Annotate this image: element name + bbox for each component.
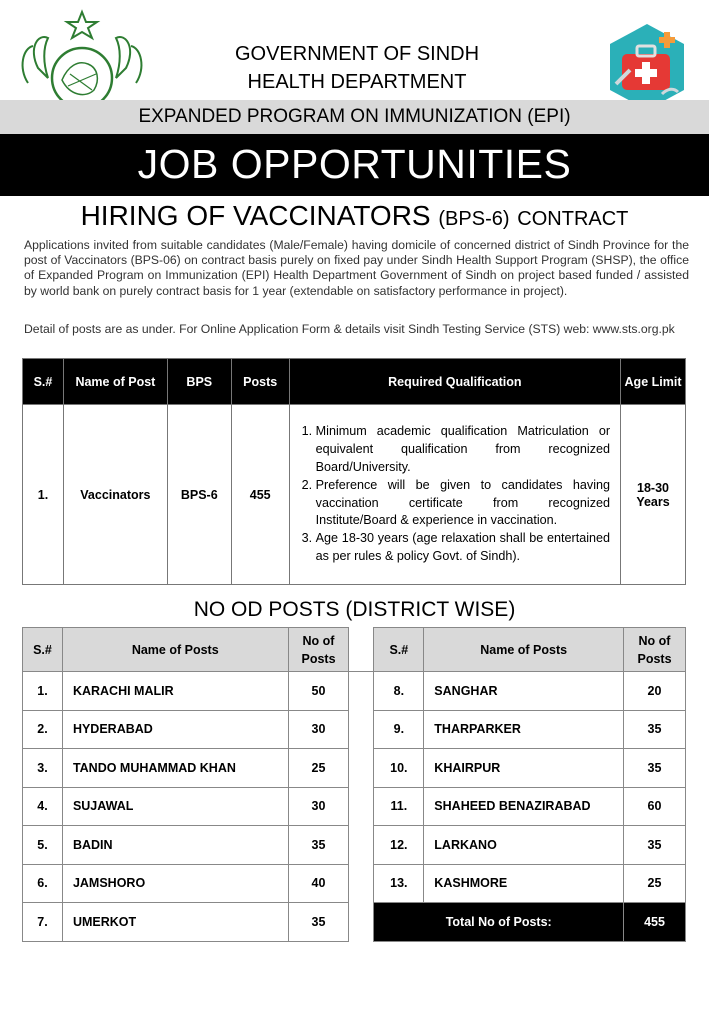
qualification-item: 2. Preference will be given to candidates having vaccination certificate from recognized Institute/Board & experience in vaccination. <box>316 477 610 530</box>
row-bps: BPS-6 <box>167 405 231 585</box>
row-age-limit: 18-30 Years <box>621 405 686 585</box>
government-title: GOVERNMENT OF SINDH <box>234 43 480 65</box>
posts-table <box>22 358 686 585</box>
posts-table-header <box>23 359 686 405</box>
district-table <box>22 627 686 942</box>
hiring-heading <box>0 198 709 237</box>
table-gap <box>349 672 374 711</box>
district-posts: 30 <box>288 787 349 826</box>
department-title: HEALTH DEPARTMENT <box>247 71 467 93</box>
district-name: KARACHI MALIR <box>62 672 288 711</box>
district-name: SUJAWAL <box>62 787 288 826</box>
district-name: KASHMORE <box>424 864 624 903</box>
district-sn: 11. <box>374 787 424 826</box>
table-row <box>23 749 686 788</box>
row-name: Vaccinators <box>63 405 167 585</box>
district-name: SANGHAR <box>424 672 624 711</box>
district-sn: 5. <box>23 826 63 865</box>
district-name: TANDO MUHAMMAD KHAN <box>62 749 288 788</box>
district-name: LARKANO <box>424 826 624 865</box>
district-sn: 8. <box>374 672 424 711</box>
row-sn: 1. <box>23 405 64 585</box>
district-sn: 3. <box>23 749 63 788</box>
district-name: KHAIRPUR <box>424 749 624 788</box>
table-row <box>23 672 686 711</box>
table-gap <box>349 826 374 865</box>
header-qualification: Required Qualification <box>289 359 620 405</box>
health-kit-icon <box>602 22 692 112</box>
row-posts: 455 <box>231 405 289 585</box>
table-gap <box>349 628 374 672</box>
district-sn: 6. <box>23 864 63 903</box>
table-row <box>23 903 686 942</box>
table-gap <box>349 749 374 788</box>
table-row <box>23 864 686 903</box>
header-age-limit: Age Limit <box>621 359 686 405</box>
district-name: UMERKOT <box>62 903 288 942</box>
hiring-main: HIRING OF VACCINATORS <box>80 200 431 231</box>
header-sn-left: S.# <box>23 628 63 672</box>
table-row <box>23 826 686 865</box>
table-gap <box>349 787 374 826</box>
district-name: THARPARKER <box>424 710 624 749</box>
header-name-of-post: Name of Post <box>63 359 167 405</box>
total-posts-value: 455 <box>624 903 686 942</box>
district-sn: 12. <box>374 826 424 865</box>
district-name: SHAHEED BENAZIRABAD <box>424 787 624 826</box>
district-posts: 20 <box>624 672 686 711</box>
qualification-item: 3. Age 18-30 years (age relaxation shall be entertained as per rules & policy Govt. of Sindh). <box>316 530 610 566</box>
qualification-item: 1. Minimum academic qualification Matriculation or equivalent qualification from recognized Board/University. <box>316 423 610 476</box>
district-posts: 50 <box>288 672 349 711</box>
district-sn: 2. <box>23 710 63 749</box>
job-opportunities-banner: JOB OPPORTUNITIES <box>137 141 572 187</box>
intro-paragraph: Applications invited from suitable candidates (Male/Female) having domicile of concerned district of Sindh Province for the post of Vaccinators (BPS-06) on contract basis purely on fixed pay under Sindh Health Support Program (SHSP), the office of Expanded Program on Immunization (EPI) Health Department Government of Sindh on project based funded / assisted by world bank on purely contract basis for 1 year (extendable on satisfactory performance in project). <box>24 238 689 298</box>
hiring-contract: CONTRACT <box>517 208 629 230</box>
table-gap <box>349 903 374 942</box>
detail-paragraph: Detail of posts are as under. For Online Application Form & details visit Sindh Testing Service (STS) web: www.sts.org.pk <box>24 322 675 336</box>
header-bps: BPS <box>167 359 231 405</box>
district-posts: 60 <box>624 787 686 826</box>
district-posts: 35 <box>624 749 686 788</box>
district-sn: 7. <box>23 903 63 942</box>
total-posts-label: Total No of Posts: <box>374 903 624 942</box>
table-gap <box>349 710 374 749</box>
header-posts-right: No of Posts <box>624 628 686 672</box>
district-wise-title: NO OD POSTS (DISTRICT WISE) <box>193 598 516 621</box>
header-name-right: Name of Posts <box>424 628 624 672</box>
district-posts: 25 <box>288 749 349 788</box>
district-posts: 25 <box>624 864 686 903</box>
district-name: JAMSHORO <box>62 864 288 903</box>
district-sn: 4. <box>23 787 63 826</box>
table-row <box>23 710 686 749</box>
district-posts: 35 <box>288 903 349 942</box>
district-name: BADIN <box>62 826 288 865</box>
district-posts: 35 <box>288 826 349 865</box>
table-row <box>23 405 686 585</box>
district-posts: 35 <box>624 710 686 749</box>
program-title: EXPANDED PROGRAM ON IMMUNIZATION (EPI) <box>138 106 571 127</box>
header-sn-right: S.# <box>374 628 424 672</box>
row-qualification <box>289 405 620 585</box>
district-sn: 9. <box>374 710 424 749</box>
district-posts: 35 <box>624 826 686 865</box>
district-posts: 40 <box>288 864 349 903</box>
table-row <box>23 787 686 826</box>
district-table-header <box>23 628 686 672</box>
hiring-bps: (BPS-6) <box>438 208 510 230</box>
header-posts: Posts <box>231 359 289 405</box>
district-sn: 1. <box>23 672 63 711</box>
district-posts: 30 <box>288 710 349 749</box>
district-sn: 13. <box>374 864 424 903</box>
district-name: HYDERABAD <box>62 710 288 749</box>
table-gap <box>349 864 374 903</box>
header-name-left: Name of Posts <box>62 628 288 672</box>
header-sn: S.# <box>23 359 64 405</box>
district-sn: 10. <box>374 749 424 788</box>
header-posts-left: No of Posts <box>288 628 349 672</box>
